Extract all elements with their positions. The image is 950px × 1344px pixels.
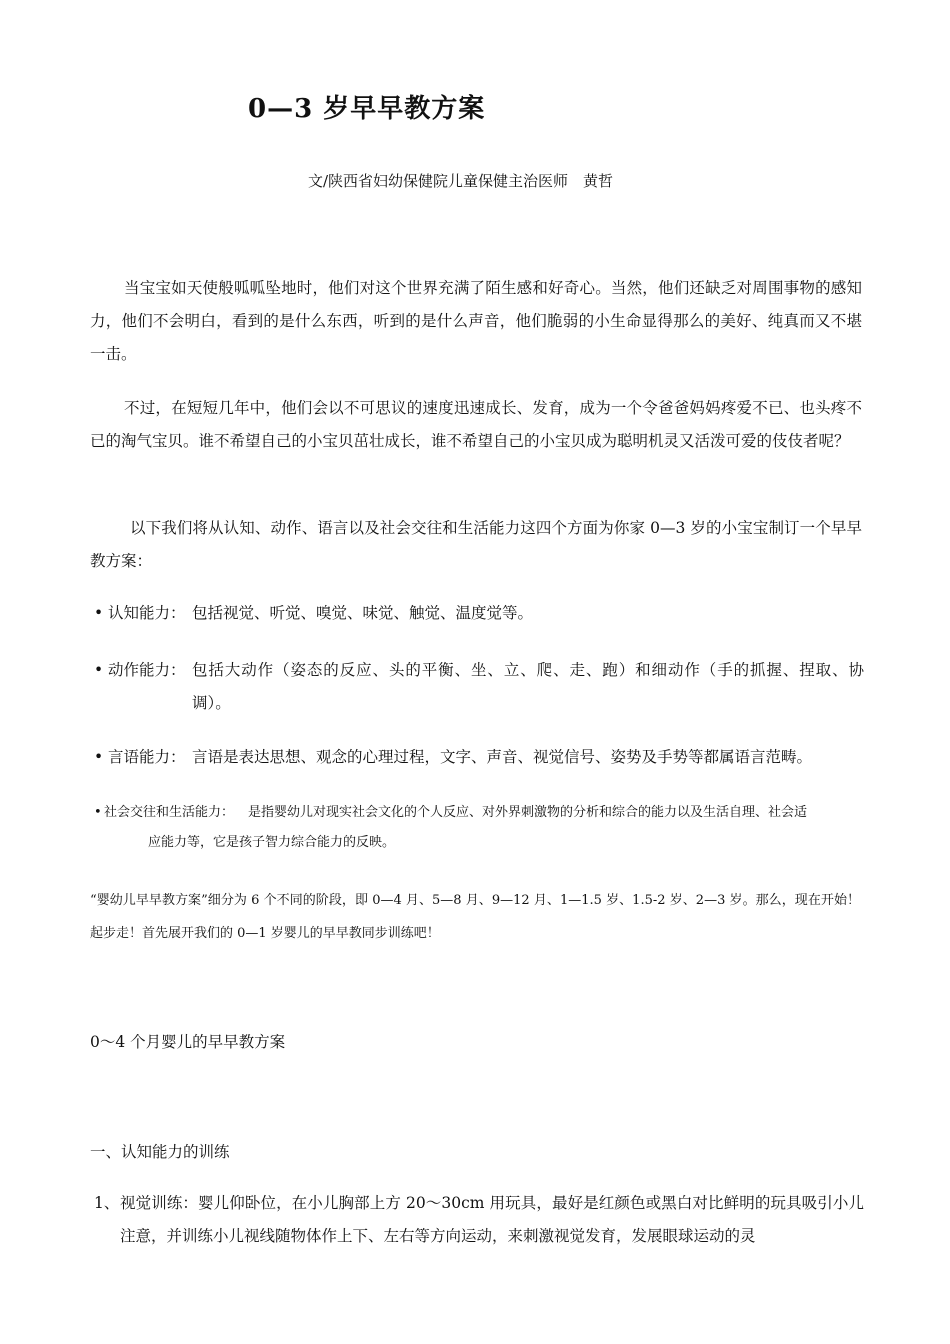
bullet-text: 包括大动作（姿态的反应、头的平衡、坐、立、爬、走、跑）和细动作（手的抓握、捏取、协调）。	[192, 661, 864, 712]
document-title: 0—3 岁早早教方案	[248, 94, 486, 124]
bullet-label: 社会交往和生活能力：	[104, 805, 235, 820]
stage-note: “婴幼儿早早教方案”细分为 6 个不同的阶段，即 0—4 月、5—8 月、9—12 月、1—1.5 岁、1.5-2 岁、2—3 岁。那么，现在开始！起步走！首先展开我们的 0—1 岁婴儿的早早教同步训练吧！	[90, 893, 860, 941]
bullet-label: 认知能力：	[108, 604, 186, 622]
author-line: 文/陕西省妇幼保健院儿童保健主治医师 黄哲	[308, 172, 614, 190]
bullet-dot: •	[94, 661, 104, 679]
subsection-title: 一、认知能力的训练	[90, 1143, 230, 1161]
bullet-label: 动作能力：	[108, 661, 186, 679]
paragraph-plan: 以下我们将从认知、动作、语言以及社会交往和生活能力这四个方面为你家 0—3 岁的小宝宝制订一个早早教方案：	[90, 519, 862, 570]
bullet-text-continued: 应能力等，它是孩子智力综合能力的反映。	[148, 835, 396, 850]
bullet-dot: •	[94, 805, 102, 820]
bullet-dot: •	[94, 604, 104, 622]
bullet-label: 言语能力：	[108, 748, 186, 766]
bullet-dot: •	[94, 748, 104, 766]
item-text: 视觉训练：婴儿仰卧位，在小儿胸部上方 20～30cm 用玩具，最好是红颜色或黑白对比鲜明的玩具吸引小儿注意，并训练小儿视线随物体作上下、左右等方向运动，来刺激视觉发育，发展眼球运动的灵	[120, 1194, 864, 1245]
item-number: 1、	[94, 1194, 120, 1212]
paragraph-growth: 不过，在短短几年中，他们会以不可思议的速度迅速成长、发育，成为一个令爸爸妈妈疼爱不已、也头疼不已的淘气宝贝。谁不希望自己的小宝贝茁壮成长，谁不希望自己的小宝贝成为聪明机灵又活泼可爱的伎伎者呢？	[90, 399, 862, 450]
bullet-text: 是指婴幼儿对现实社会文化的个人反应、对外界刺激物的分析和综合的能力以及生活自理、社会适	[248, 805, 808, 820]
bullet-text: 言语是表达思想、观念的心理过程，文字、声音、视觉信号、姿势及手势等都属语言范畴。	[192, 748, 813, 766]
bullet-text: 包括视觉、听觉、嗅觉、味觉、触觉、温度觉等。	[192, 604, 534, 622]
section-title: 0～4 个月婴儿的早早教方案	[90, 1033, 286, 1051]
paragraph-intro: 当宝宝如天使般呱呱坠地时，他们对这个世界充满了陌生感和好奇心。当然，他们还缺乏对周围事物的感知力，他们不会明白，看到的是什么东西，听到的是什么声音，他们脆弱的小生命显得那么的美好、纯真而又不堪一击。	[90, 279, 862, 363]
